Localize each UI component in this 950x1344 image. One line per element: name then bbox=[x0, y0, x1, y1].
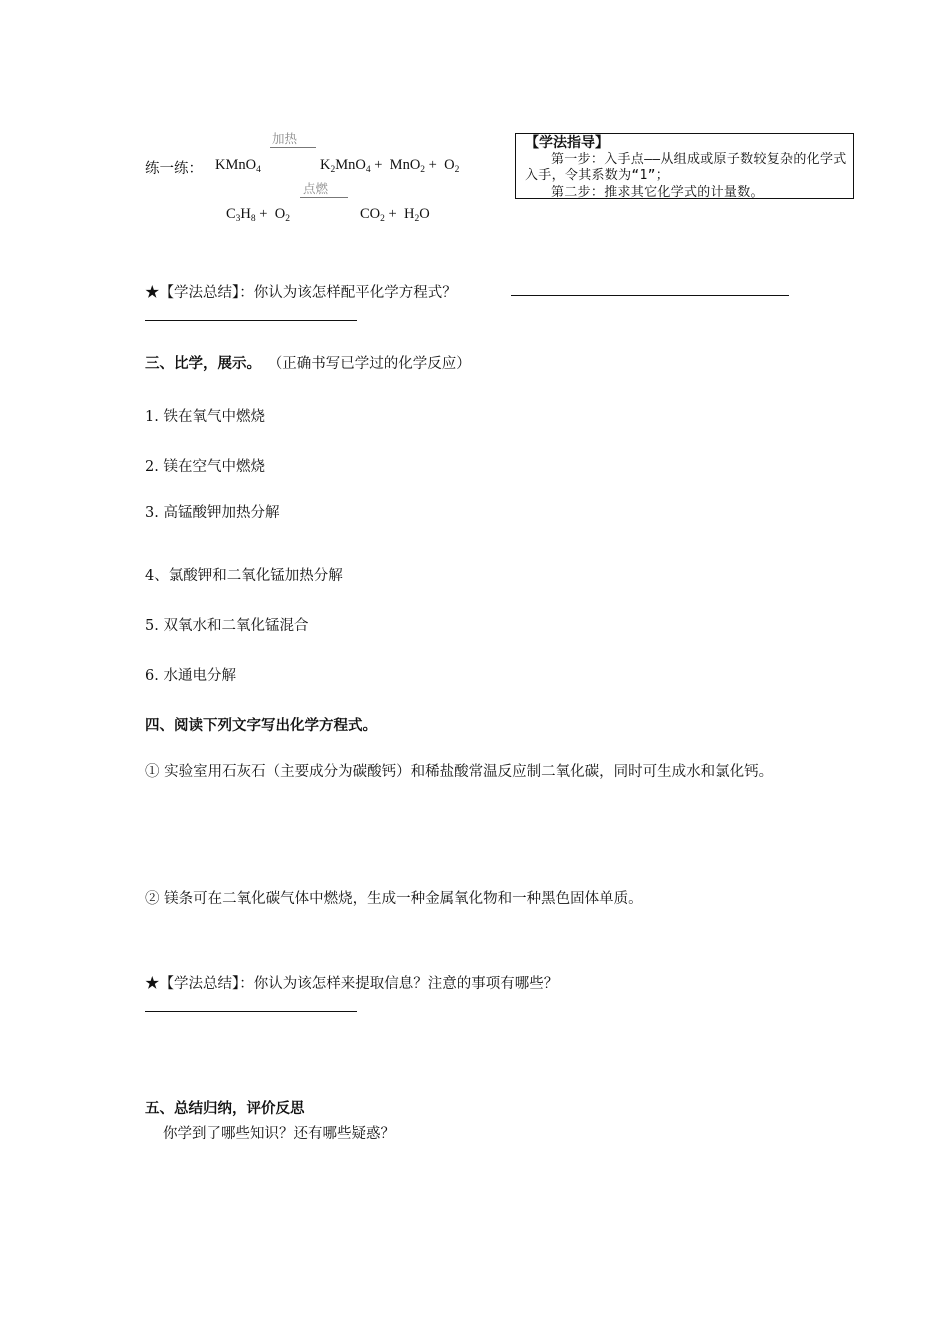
product-k2mno4: $K_2MnO_4$ + bbox=[320, 157, 387, 175]
section-note: （正确书写已学过的化学反应） bbox=[275, 356, 471, 372]
summary-label: 【学法总结】 bbox=[159, 285, 240, 301]
eq2-products bbox=[360, 206, 430, 223]
list-item: 1. 铁在氧气中燃烧 bbox=[145, 409, 265, 425]
star-icon: ★ bbox=[145, 976, 160, 992]
answer-blank[interactable] bbox=[145, 320, 357, 321]
summary-line-1 bbox=[145, 281, 457, 302]
section-5-title: 五、总结归纳，评价反思 bbox=[145, 1100, 305, 1117]
summary-line-2 bbox=[145, 972, 558, 993]
eq1-reactant: KMnO$_4$ bbox=[215, 157, 261, 175]
reflection-question: 你学到了哪些知识？还有哪些疑惑？ bbox=[163, 1126, 395, 1142]
section-title: 三、比学，展示。 bbox=[145, 355, 261, 372]
guide-title: 【学法指导】 bbox=[525, 135, 609, 151]
answer-blank[interactable] bbox=[145, 1011, 357, 1012]
answer-blank[interactable] bbox=[511, 295, 789, 296]
guide-step-2: 第二步：推求其它化学式的计量数。 bbox=[551, 184, 764, 200]
eq1-products bbox=[320, 157, 459, 174]
ignition-condition: 点燃 bbox=[303, 181, 329, 196]
list-item: 5. 双氧水和二氧化锰混合 bbox=[145, 618, 309, 634]
list-item: 4、氯酸钾和二氧化锰加热分解 bbox=[145, 568, 343, 584]
product-mno2: MnO$_2$ + bbox=[389, 157, 441, 175]
condition-underline bbox=[270, 147, 316, 148]
list-item: 2. 镁在空气中燃烧 bbox=[145, 459, 265, 475]
list-item: 6. 水通电分解 bbox=[145, 668, 236, 684]
section-3-heading bbox=[145, 352, 471, 373]
study-guide-box bbox=[515, 133, 854, 199]
list-item: 3. 高锰酸钾加热分解 bbox=[145, 505, 280, 521]
question-1: ① 实验室用石灰石（主要成分为碳酸钙）和稀盐酸常温反应制二氧化碳，同时可生成水和氯化钙。 bbox=[145, 764, 774, 780]
guide-step-1: 第一步：入手点——从组成或原子数较复杂的化学式入手，令其系数为“1”； bbox=[525, 151, 847, 183]
question-2: ② 镁条可在二氧化碳气体中燃烧，生成一种金属氧化物和一种黑色固体单质。 bbox=[145, 891, 643, 907]
section-4-title: 四、阅读下列文字写出化学方程式。 bbox=[145, 717, 377, 734]
eq2-reactants bbox=[226, 206, 290, 223]
summary-question: ：你认为该怎样配平化学方程式？ bbox=[239, 285, 457, 301]
summary-question: ：你认为该怎样来提取信息？注意的事项有哪些？ bbox=[239, 976, 559, 992]
summary-label: 【学法总结】 bbox=[159, 976, 240, 992]
product-o2: $O_2$ bbox=[444, 157, 460, 175]
reactant-o2: $O_2$ bbox=[274, 206, 290, 224]
reactant-c3h8: $C_3H_8$ + bbox=[226, 206, 272, 224]
condition-underline bbox=[300, 197, 348, 198]
star-icon: ★ bbox=[145, 285, 160, 301]
product-co2: $CO_2$ + bbox=[360, 206, 401, 224]
practice-label: 练一练： bbox=[145, 161, 203, 177]
heating-condition: 加热 bbox=[272, 131, 298, 146]
product-h2o: $H_2O$ bbox=[403, 206, 430, 224]
